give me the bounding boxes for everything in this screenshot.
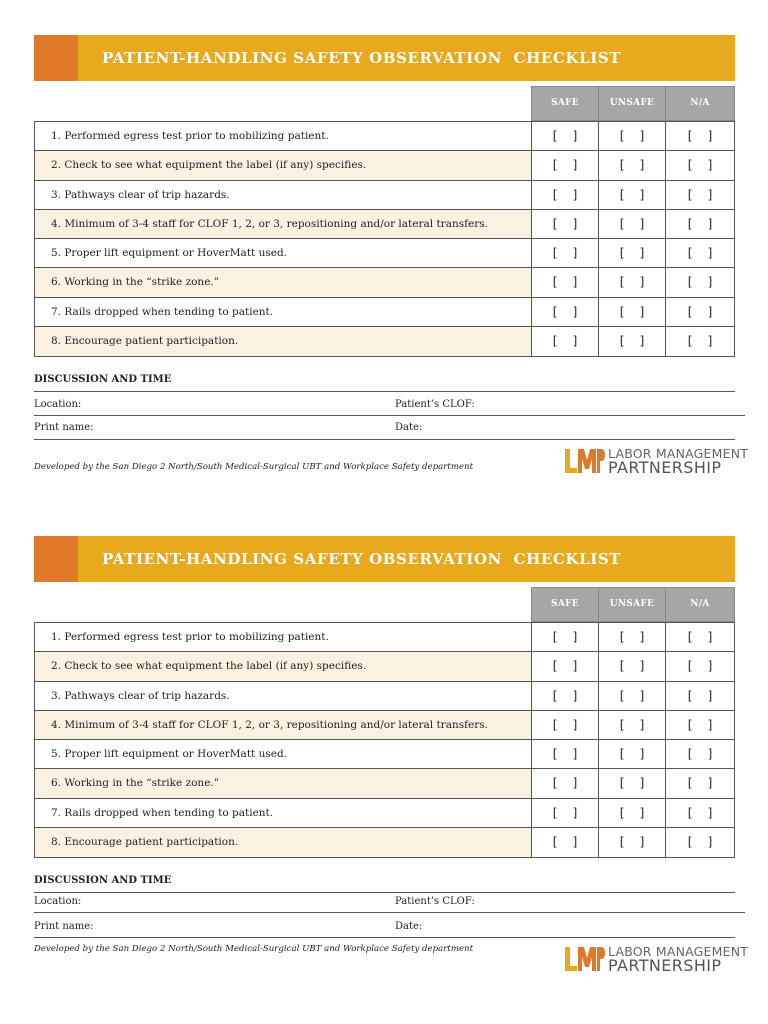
- divider: [34, 415, 745, 416]
- checklist-row: [35, 828, 734, 857]
- checklist-row: [35, 623, 734, 652]
- na-checkbox[interactable]: [ ]: [687, 805, 713, 820]
- safe-checkbox[interactable]: [ ]: [532, 268, 599, 296]
- logo-line-1: LABOR MANAGEMENT: [608, 446, 749, 461]
- item-label: 5. Proper lift equipment or HoverMatt used.: [35, 239, 532, 267]
- lmp-logo: [565, 446, 749, 477]
- unsafe-checkbox[interactable]: [ ]: [599, 181, 666, 209]
- discussion-heading: DISCUSSION AND TIME: [34, 374, 172, 385]
- unsafe-checkbox[interactable]: [ ]: [599, 210, 666, 238]
- na-checkbox[interactable]: [ ]: [687, 158, 713, 173]
- unsafe-checkbox[interactable]: [ ]: [599, 268, 666, 296]
- na-checkbox[interactable]: [ ]: [687, 216, 713, 231]
- item-label: 1. Performed egress test prior to mobilizing patient.: [35, 623, 532, 651]
- checklist-row: [35, 799, 734, 828]
- unsafe-checkbox[interactable]: [ ]: [599, 327, 666, 356]
- divider: [34, 912, 745, 913]
- safe-checkbox[interactable]: [ ]: [532, 828, 599, 857]
- checklist-row: [35, 239, 734, 268]
- print-name-label[interactable]: Print name:: [34, 921, 94, 932]
- banner-accent: [34, 536, 78, 582]
- item-label: 4. Minimum of 3-4 staff for CLOF 1, 2, or 3, repositioning and/or lateral transfers.: [35, 210, 532, 238]
- discussion-heading: DISCUSSION AND TIME: [34, 875, 172, 886]
- logo-line-1: LABOR MANAGEMENT: [608, 944, 749, 959]
- unsafe-checkbox[interactable]: [ ]: [599, 711, 666, 739]
- divider: [34, 892, 735, 893]
- unsafe-checkbox[interactable]: [ ]: [599, 623, 666, 651]
- divider: [34, 439, 735, 440]
- patient-clof-label[interactable]: Patient’s CLOF:: [395, 896, 475, 907]
- logo-line-2: PARTNERSHIP: [608, 458, 722, 477]
- safe-checkbox[interactable]: [ ]: [532, 711, 599, 739]
- checklist-row: [35, 652, 734, 681]
- item-label: 7. Rails dropped when tending to patient.: [35, 799, 532, 827]
- print-name-label[interactable]: Print name:: [34, 422, 94, 433]
- lmp-logo-icon: [565, 447, 605, 475]
- unsafe-checkbox[interactable]: [ ]: [599, 239, 666, 267]
- safe-checkbox[interactable]: [ ]: [532, 210, 599, 238]
- na-checkbox[interactable]: [ ]: [687, 129, 713, 143]
- checklist-row: [35, 151, 734, 180]
- safe-checkbox[interactable]: [ ]: [532, 327, 599, 356]
- item-label: 6. Working in the “strike zone.”: [35, 769, 532, 797]
- item-label: 3. Pathways clear of trip hazards.: [35, 181, 532, 209]
- item-label: 7. Rails dropped when tending to patient.: [35, 298, 532, 326]
- unsafe-checkbox[interactable]: [ ]: [599, 151, 666, 179]
- location-label[interactable]: Location:: [34, 896, 82, 907]
- na-checkbox[interactable]: [ ]: [687, 246, 713, 260]
- checklist-row: [35, 327, 734, 356]
- lmp-logo-icon: [565, 945, 605, 973]
- unsafe-checkbox[interactable]: [ ]: [599, 769, 666, 797]
- developed-by-note: Developed by the San Diego 2 North/South Medical-Surgical UBT and Workplace Safety department: [34, 462, 474, 472]
- na-checkbox[interactable]: [ ]: [687, 717, 713, 732]
- na-checkbox[interactable]: [ ]: [687, 630, 713, 644]
- na-checkbox[interactable]: [ ]: [687, 659, 713, 674]
- checklist-table: [34, 121, 735, 357]
- date-label[interactable]: Date:: [395, 422, 423, 433]
- unsafe-checkbox[interactable]: [ ]: [599, 828, 666, 857]
- safe-checkbox[interactable]: [ ]: [532, 740, 599, 768]
- column-header-safe: SAFE: [531, 86, 599, 121]
- item-label: 8. Encourage patient participation.: [35, 828, 532, 857]
- column-header-na: N/A: [665, 86, 735, 121]
- checklist-row: [35, 740, 734, 769]
- safe-checkbox[interactable]: [ ]: [532, 623, 599, 651]
- item-label: 3. Pathways clear of trip hazards.: [35, 682, 532, 710]
- safe-checkbox[interactable]: [ ]: [532, 122, 599, 150]
- safe-checkbox[interactable]: [ ]: [532, 151, 599, 179]
- title-banner: [34, 35, 735, 81]
- logo-line-2: PARTNERSHIP: [608, 956, 722, 975]
- date-label[interactable]: Date:: [395, 921, 423, 932]
- na-checkbox[interactable]: [ ]: [687, 275, 713, 290]
- unsafe-checkbox[interactable]: [ ]: [599, 298, 666, 326]
- unsafe-checkbox[interactable]: [ ]: [599, 799, 666, 827]
- na-checkbox[interactable]: [ ]: [687, 834, 713, 849]
- checklist-table: [34, 622, 735, 858]
- developed-by-note: Developed by the San Diego 2 North/South Medical-Surgical UBT and Workplace Safety department: [34, 944, 474, 954]
- item-label: 4. Minimum of 3-4 staff for CLOF 1, 2, or 3, repositioning and/or lateral transfers.: [35, 711, 532, 739]
- item-label: 5. Proper lift equipment or HoverMatt used.: [35, 740, 532, 768]
- item-label: 2. Check to see what equipment the label (if any) specifies.: [35, 151, 532, 179]
- na-checkbox[interactable]: [ ]: [687, 187, 713, 202]
- checklist-row: [35, 298, 734, 327]
- checklist-row: [35, 268, 734, 297]
- unsafe-checkbox[interactable]: [ ]: [599, 652, 666, 680]
- checklist-row: [35, 682, 734, 711]
- checklist-row: [35, 210, 734, 239]
- safe-checkbox[interactable]: [ ]: [532, 239, 599, 267]
- na-checkbox[interactable]: [ ]: [687, 688, 713, 703]
- lmp-logo: [565, 944, 749, 975]
- safe-checkbox[interactable]: [ ]: [532, 769, 599, 797]
- unsafe-checkbox[interactable]: [ ]: [599, 740, 666, 768]
- na-checkbox[interactable]: [ ]: [687, 333, 713, 348]
- form-title: PATIENT-HANDLING SAFETY OBSERVATION CHECKLIST: [102, 550, 622, 568]
- safe-checkbox[interactable]: [ ]: [532, 181, 599, 209]
- patient-clof-label[interactable]: Patient’s CLOF:: [395, 399, 475, 410]
- divider: [34, 391, 735, 392]
- banner-accent: [34, 35, 78, 81]
- checklist-row: [35, 711, 734, 740]
- na-checkbox[interactable]: [ ]: [687, 304, 713, 319]
- unsafe-checkbox[interactable]: [ ]: [599, 682, 666, 710]
- na-checkbox[interactable]: [ ]: [687, 747, 713, 761]
- na-checkbox[interactable]: [ ]: [687, 776, 713, 791]
- item-label: 2. Check to see what equipment the label (if any) specifies.: [35, 652, 532, 680]
- checklist-row: [35, 122, 734, 151]
- column-header-na: N/A: [665, 587, 735, 622]
- safe-checkbox[interactable]: [ ]: [532, 298, 599, 326]
- checklist-row: [35, 769, 734, 798]
- item-label: 8. Encourage patient participation.: [35, 327, 532, 356]
- column-header-unsafe: UNSAFE: [598, 587, 666, 622]
- location-label[interactable]: Location:: [34, 399, 82, 410]
- unsafe-checkbox[interactable]: [ ]: [599, 122, 666, 150]
- column-header-unsafe: UNSAFE: [598, 86, 666, 121]
- title-banner: [34, 536, 735, 582]
- item-label: 6. Working in the “strike zone.”: [35, 268, 532, 296]
- safe-checkbox[interactable]: [ ]: [532, 652, 599, 680]
- checklist-row: [35, 181, 734, 210]
- item-label: 1. Performed egress test prior to mobilizing patient.: [35, 122, 532, 150]
- column-header-safe: SAFE: [531, 587, 599, 622]
- safe-checkbox[interactable]: [ ]: [532, 682, 599, 710]
- divider: [34, 937, 735, 938]
- safe-checkbox[interactable]: [ ]: [532, 799, 599, 827]
- form-title: PATIENT-HANDLING SAFETY OBSERVATION CHECKLIST: [102, 49, 622, 67]
